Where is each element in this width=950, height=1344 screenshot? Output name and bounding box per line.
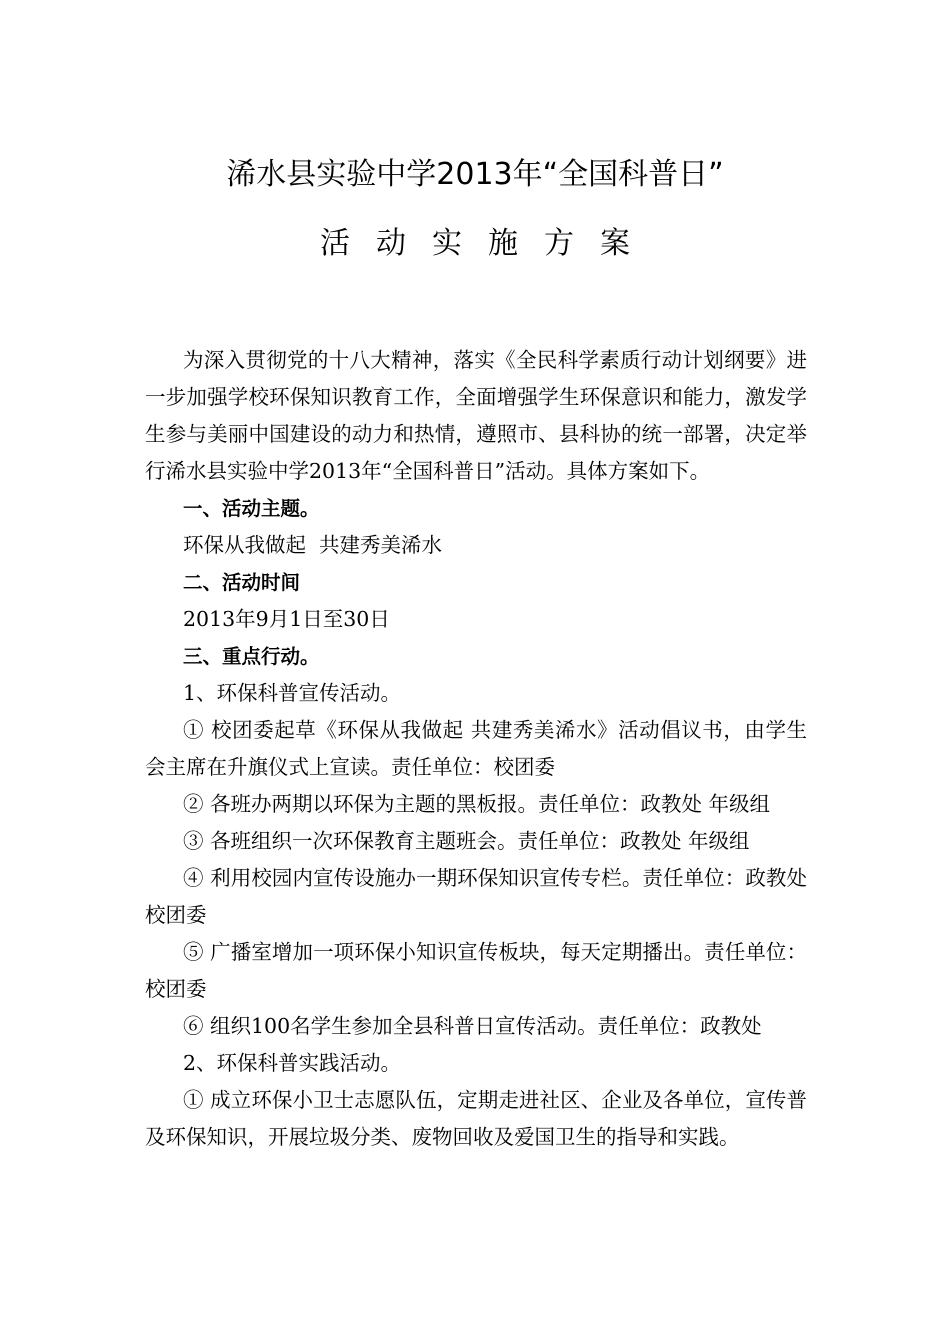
list-item: ② 各班办两期以环保为主题的黑板报。责任单位：政教处 年级组 [183,792,771,816]
list-item: ① 成立环保小卫士志愿队伍，定期走进社区、企业及各单位，宣传普及环保知识，开展垃圾分类、废物回收及爱国卫生的指导和实践。 [145,1088,807,1149]
list-item: ④ 利用校园内宣传设施办一期环保知识宣传专栏。责任单位：政教处 校团委 [145,866,807,927]
list-item: ⑥ 组织100名学生参加全县科普日宣传活动。责任单位：政教处 [183,1014,762,1038]
section-heading-actions: 三、重点行动。 [183,645,320,668]
list-item: ① 校团委起草《环保从我做起 共建秀美浠水》活动倡议书，由学生会主席在升旗仪式上宣读。责任单位：校团委 [145,718,807,779]
list-item: ③ 各班组织一次环保教育主题班会。责任单位：政教处 年级组 [183,829,750,853]
theme-text: 环保从我做起 共建秀美浠水 [183,533,443,557]
time-text: 2013年9月1日至30日 [183,607,390,631]
list-item: ⑤ 广播室增加一项环保小知识宣传板块，每天定期播出。责任单位：校团委 [145,940,807,1001]
section-heading-time: 二、活动时间 [183,571,301,594]
subsection-heading-publicity: 1、环保科普宣传活动。 [183,681,402,705]
section-heading-theme: 一、活动主题。 [183,497,320,520]
intro-paragraph: 为深入贯彻党的十八大精神，落实《全民科学素质行动计划纲要》进一步加强学校环保知识教育工作，全面增强学生环保意识和能力，激发学生参与美丽中国建设的动力和热情，遵照市、县科协的统一部署，决定举行浠水县实验中学2013年“全国科普日”活动。具体方案如下。 [145,348,807,483]
document-body [145,342,807,1156]
subsection-heading-practice: 2、环保科普实践活动。 [183,1051,402,1075]
document-title: 浠水县实验中学2013年“全国科普日” [226,157,724,192]
document-subtitle: 活动实施方案 [320,226,656,261]
